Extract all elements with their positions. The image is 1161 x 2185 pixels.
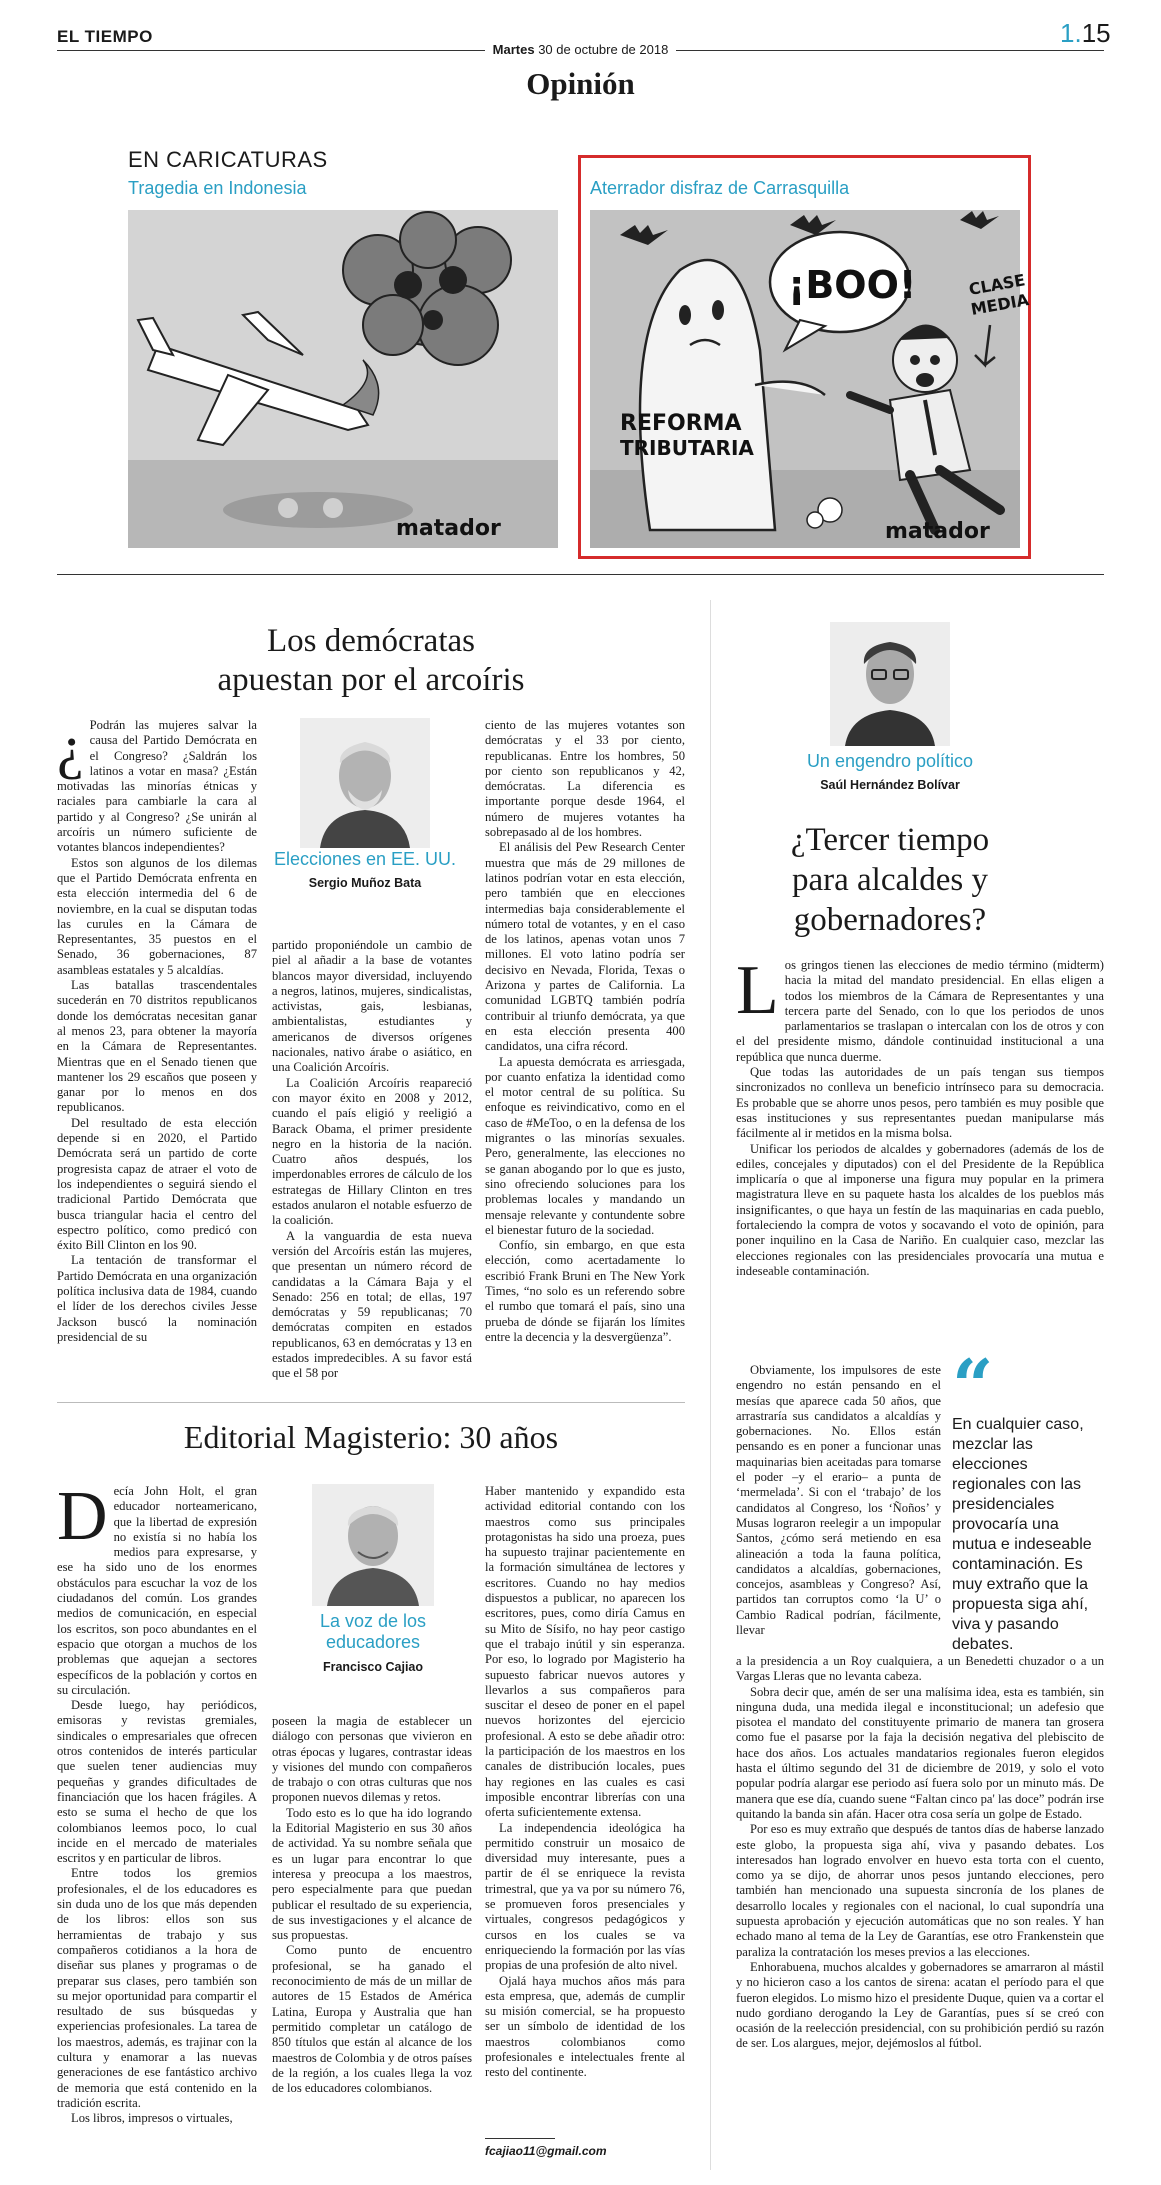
article1-author: Sergio Muñoz Bata: [308, 876, 422, 890]
article2-col-mid: [736, 1363, 941, 1638]
article2-bottom-p2: Sobra decir que, amén de ser una malísima idea, esta es también, sin ninguna duda, una medida ilegal e inconstitucional; un adefesio que pisotea el mandato del constituyente primario de manera tan grosera como fue el pasarse por la faja la decisión negativa del plebiscito de hace dos años. Los actuales mandatarios regionales fueron elegidos hasta el último segundo del 31 de diciembre de 2019, y solo el voto popular podría alargar ese periodo así fuera solo por un minuto más. De manera que ese día, cuando suene “Faltan cinco pa' las doce” podrán irse quitando la banda sin afán. Hacer otra cosa sería un golpe de Estado.: [736, 1684, 1104, 1821]
header-rule-left: [57, 50, 485, 51]
column-divider: [710, 600, 711, 2170]
article1-col2: [272, 938, 472, 1382]
article3-col2-p2: Todo esto es lo que ha ido logrando la Editorial Magisterio en sus 30 años de actividad. Ya su nombre señala que es un lugar para encontrar lo que interesa y preocupa a los maestros, pero especialmente para que puedan publicar el resultado de su experiencia, de sus investigaciones y el alcance de sus propuestas.: [272, 1805, 472, 1943]
article2-top-p2: Que todas las autoridades de un país tengan sus tiempos sincronizados no conlleva un beneficio intrínseco para su democracia. Es probable que se ahorre unos pesos, pero también es muy posible que esas instituciones y sus representantes puedan manipularse más fácilmente al ir metidos en la misma bolsa.: [736, 1065, 1104, 1141]
article1-col1-p2: Estos son algunos de los dilemas que el Partido Demócrata enfrenta en esta elección intermedia del 6 de noviembre, en la cual se disputan todas las curules en la Cámara de Representantes, 35 puestos en el Senado, 36 gobernaciones, 87 asambleas estatales y 5 alcaldías.: [57, 855, 257, 977]
ghost-label-2: TRIBUTARIA: [620, 436, 754, 460]
date-day: Martes: [492, 42, 535, 57]
article2-col-top: [736, 952, 1104, 1279]
page-number-value: 15: [1081, 18, 1111, 48]
article1-col3-p2: El análisis del Pew Research Center muestra que más de 29 millones de latinos podrían votar en esta elección, pero también que en elecciones intermedias baja considerablemente el número total de votantes, y en el caso de los latinos, apenas votan unos 7 millones. El voto latino podría ser decisivo en Nevada, Florida, Texas o Arizona y partes de California. La comunidad LGBTQ también podría contribuir al triunfo demócrata, ya que en esta elección presenta 400 candidatos, una cifra récord.: [485, 840, 685, 1054]
article2-headline-line3: gobernadores?: [793, 902, 987, 938]
cartoon-carrasquilla-art: [590, 210, 1031, 548]
cartoon-right-title: Aterrador disfraz de Carrasquilla: [590, 178, 850, 198]
author-portrait-muñoz: [300, 718, 430, 848]
cartoon-indonesia: [128, 210, 558, 548]
pullquote-mark: “: [952, 1343, 994, 1428]
cartoon-left-title: Tragedia en Indonesia: [128, 178, 307, 198]
article2-headline-line1: ¿Tercer tiempo: [790, 822, 990, 858]
article3-col1-p4: Los libros, impresos o virtuales,: [71, 2111, 233, 2126]
article3-col1-p2: Desde luego, hay periódicos, emisoras y revistas gremiales, sindicales o empresariales que ofrecen otros contenidos de interés particular que suelen tener audiencias muy pequeñas y grandes dificultades de financiación que los hacen frágiles. A esto se suma el hecho de que los colombianos leemos poco, lo cual incide en el mercado de materiales escritos y en particular de libros.: [57, 1698, 257, 1866]
article2-col-bottom: [736, 1654, 1104, 2052]
page-number: [1060, 18, 1111, 49]
article1-col3-p1: ciento de las mujeres votantes son demócratas y el 33 por ciento, republicanas. Entre los hombres, 50 por ciento son republicanos y 42, demócratas. La diferencia es importante porque desde 1964, el número de mujeres votantes ha sobrepasado al de los hombres.: [485, 718, 685, 840]
clase-label-2: MEDIA: [969, 290, 1031, 319]
article3-col3-p2: La independencia ideológica ha permitido construir un mosaico de diversidad muy interesante, pues a partir de él se enriquece la revista trimestral, que ya va por su número 76, se promueven foros presenciales y virtuales, congresos pedagógicos y cursos en los cuales se va enriqueciendo la formación por las vías propias de una profesión de alto nivel.: [485, 1820, 685, 1973]
author-portrait-hernandez: [830, 622, 950, 746]
article1-col1: [57, 714, 257, 1345]
article1-author-photo: [300, 718, 430, 848]
artist-signature-left: matador: [396, 516, 501, 541]
article3-top-rule: [57, 1402, 685, 1403]
article2-top-p1: os gringos tienen las elecciones de medio término (midterm) hacia la mitad del mandato presidencial. En ellas eligen a todos los miembros de la Cámara de Representantes y una tercera parte del Senado, con lo que los periodos de unos parlamentarios se traslapan o intercalan con los de otros y con el del presidente mismo, dándole continuidad institucional a una república que nunca duerme.: [736, 958, 1104, 1064]
article1-col1-p4: Del resultado de esta elección depende si en 2020, el Partido Demócrata será un partido de corte progresista capaz de atraer el voto de los independientes o seguirá siendo el tradicional Partido Demócrata que busca triangular hacia el centro del espectro político, como predicó con éxito Bill Clinton en los 90.: [57, 1115, 257, 1253]
article3-col1-p1: ecía John Holt, el gran educador norteamericano, que la libertad de expresión no existía si no había los medios para expresarse, y ese ha sido uno de los enormes obstáculos para escuchar la voz de los ciudadanos del común. Los grandes medios de comunicación, en especial los escritos, son poco abundantes en el espacio que otorgan a muchos de los problemas que aquejan a sectores específicos de la población y cortos en su circulación.: [57, 1484, 257, 1697]
article1-col3-p4: Confío, sin embargo, en que esta elección, como acertadamente lo escribió Frank Bruni en The New York Times, “no solo es un referendo sobre el rumbo que tomará el país, sino una prueba de dónde se fijarán los límites entre la decencia y la desvergüenza”.: [485, 1238, 685, 1344]
article3-col3: [485, 1484, 685, 2081]
article2-bottom-p3: Por eso es muy extraño que después de tantos días de haberse lanzado este globo, la propuesta siga ahí, viva y pasando debates. Los interesados han logrado envolver en huevo esta torta con el cuento, como ya se dijo, de ahorrar unos pesos juntando elecciones, pero también han mencionado una supuesta sincronía de los planes de desarrollo locales y regionales con el nacional, lo cual supondría una supuesta aprobación y ejecución automáticas que no son reales. Y han echado mano al tema de la Ley de Garantías, ese otro Frankenstein que paraliza la contratación los meses previos a las elecciones.: [736, 1822, 1104, 1959]
article3-email: fcajiao11@gmail.com: [485, 2144, 607, 2158]
article1-dropcap: ¿: [57, 714, 84, 780]
article1-col3: [485, 718, 685, 1345]
article2-dropcap: L: [736, 952, 779, 1029]
article2-bottom-p4: Enhorabuena, muchos alcaldes y gobernadores se amarraron al mástil y no hicieron caso a los cantos de sirena: acatan el período para el que fueron elegidos. Lo mismo hizo el presidente Duque, quien va a cortar el nudo gordiano derogando la Ley de Garantías, pues sí se creó con ocasión de la reelección presidencial, con su prohibición perdió su razón de ser. Los alargues, mejor, dejémoslos al fútbol.: [736, 1959, 1104, 2051]
article1-col3-p3: La apuesta demócrata es arriesgada, por cuanto enfatiza la identidad como el motor central de su política. Su enfoque es reivindicativo, como en el caso de #MeToo, o en la defensa de los migrantes o las minorías sexuales. Pero, generalmente, las elecciones no se ganan abogando por lo que es justo, sino ofreciendo soluciones para los problemas locales y mandando un mensaje relevante y contundente sobre el bienestar futuro de la sociedad.: [485, 1054, 685, 1237]
article3-section: [278, 1611, 468, 1653]
page-prefix: 1.: [1060, 18, 1082, 48]
cartoons-label: EN CARICATURAS: [128, 147, 328, 172]
date-rest: 30 de octubre de 2018: [534, 42, 669, 57]
article3-col1: [57, 1478, 257, 2126]
article3-headline: Editorial Magisterio: 30 años: [183, 1419, 559, 1455]
article2-section: Un engendro político: [806, 751, 974, 771]
email-rule: [485, 2138, 555, 2139]
article3-col2-p1: poseen la magia de establecer un diálogo con personas que vivieron en otras épocas y lugares, contrastar ideas y visiones del mundo con compañeros de trabajo o con otras culturas que nos proponen nuevos dilemas y retos.: [272, 1714, 472, 1805]
article1-col2-p1: partido proponiéndole un cambio de piel al añadir a la base de votantes blancos mayor diversidad, incluyendo a negros, latinos, mujeres, sindicalistas, activistas, gais, lesbianas, ambientalistas, estudiantes y americanos de diversos orígenes nacionales, nativo árabe o asiático, en una Coalición Arcoíris.: [272, 938, 472, 1075]
clase-label-1: CLASE: [967, 270, 1027, 299]
brand-logo: EL TIEMPO: [57, 27, 153, 46]
article1-col1-p1: Podrán las mujeres salvar la causa del Partido Demócrata en el Congreso? ¿Saldrán los latinos a votar en masa? ¿Están motivadas las minorías étnicas y raciales para cambiarle la cara al partido y al Congreso? ¿Se unirán al arcoíris un número suficiente de votantes blancos independientes?: [57, 718, 257, 855]
article2-top-p3: Unificar los periodos de alcaldes y gobernadores (además de los de ediles, concejales y diputados) con el del Presidente de la República implicaría o que al imponerse una figura muy popular en la primera magistratura lleve en su paquete hasta los alcaldes de los pueblos más insignificantes, o que haya un festín de las maquinarias en cada pueblo, fortaleciendo la compra de votos y socavando el voto de opinión, para poner inquilino en la Casa de Nariño. En cualquier caso, mezclar las elecciones regionales con las presidenciales provocaría una mutua e indeseable contaminación.: [736, 1141, 1104, 1278]
article3-author-photo: [312, 1484, 434, 1606]
article1-col1-p3: Las batallas trascendentales sucederán en 70 distritos republicanos donde los demócratas necesitan ganar al menos 23, para obtener la mayoría en la Cámara de Representantes. Mientras que en el Senado tienen que mantener los 29 escaños que poseen y ganar por lo menos en dos republicanos.: [57, 978, 257, 1115]
article2-bottom-p1: a la presidencia a un Roy cualquiera, a un Benedetti chuzador o a un Vargas Lleras que no levanta cabeza.: [736, 1654, 1104, 1684]
cartoon-carrasquilla: [590, 210, 1031, 548]
article3-section-line1: La voz de los: [319, 1611, 427, 1631]
article3-col3-p1: Haber mantenido y expandido esta actividad editorial contando con los maestros como sus principales protagonistas ha sido una proeza, pues ha supuesto trajinar pacientemente en la formación simultánea de lectores y escritores. Cuando no hay medios dispuestos a publicar, no aparecen los escritores, pues, como diría Camus en su Mito de Sísifo, no hay peor castigo que el trabajo inútil y sin esperanza. Por eso, lo logrado por Magisterio ha supuesto fabricar nuevos autores y llevarlos a sus compañeros para suscitar el deseo de poner en el papel nuevos horizontes del ejercicio profesional. A esto se debe añadir otro: la participación de los maestros en los canales de distribución locales, pues hay regiones en las cuales es casi imposible encontrar librerías con una oferta suficientemente extensa.: [485, 1484, 685, 1820]
article1-headline-line2: apuestan por el arcoíris: [217, 662, 525, 698]
cartoons-bottom-rule: [57, 574, 1104, 575]
cartoon-indonesia-art: [128, 210, 558, 548]
artist-signature-right: matador: [885, 519, 990, 544]
ghost-label-1: REFORMA: [620, 411, 742, 436]
article3-col2-p3: Como punto de encuentro profesional, se ha ganado el reconocimiento de más de un millar de autores de 15 Estados de América Latina, Europa y Australia que han permitido completar un catálogo de 850 títulos que están al alcance de los maestros de Colombia y de otros países de la región, a los cuales llega la voz de los educadores colombianos.: [272, 1943, 472, 2096]
article1-col2-p2: La Coalición Arcoíris reapareció con mayor éxito en 2008 y 2012, cuando el país eligió y reeligió a Barack Obama, el primer presidente negro en la historia de la nación. Cuatro años después, los imperdonables errores de cálculo de los estrategas de Hillary Clinton en tres estados anularon el notable esfuerzo de la coalición.: [272, 1075, 472, 1228]
article1-headline: [57, 622, 685, 700]
article3-section-line2: educadores: [325, 1632, 421, 1652]
article1-col1-p5: La tentación de transformar el Partido Demócrata en una organización política inclusiva data de 1984, cuando el líder de los derechos civiles Jesse Jackson buscó la nominación presidencial de su: [57, 1253, 257, 1344]
article2-headline: [720, 820, 1060, 940]
article2-author: Saúl Hernández Bolívar: [820, 778, 960, 792]
speech-bubble: ¡BOO!: [788, 263, 917, 307]
article2-author-photo: [830, 622, 950, 746]
article1-headline-line1: Los demócratas: [266, 623, 475, 659]
pullquote-text: En cualquier caso, mezclar las elecciones regionales con las presidenciales provocaría una mutua e indeseable contaminación. Es muy extraño que la propuesta siga ahí, viva y pasando debates.: [952, 1416, 1092, 1653]
article2-pullquote: [952, 1343, 1104, 1655]
author-portrait-cajiao: [312, 1484, 434, 1606]
article3-col1-p3: Entre todos los gremios profesionales, el de los educadores es sin duda uno de los que más dependen de los libros: ellos son sus herramientas de trabajo y sus compañeros cotidianos a la hora de diseñar sus planes y programas o de preparar sus clases, pero también son su mejor oportunidad para compartir el resultado de sus búsquedas y experiencias profesionales. La tarea de los maestros, además, es trajinar con la cultura y enamorar a las nuevas generaciones de ese fantástico archivo de memoria que está contenido en la tradición escrita.: [57, 1866, 257, 2110]
article3-dropcap: D: [57, 1478, 108, 1555]
article3-col3-p3: Ojalá haya muchos años más para esta empresa, que, además de cumplir su misión comercial, se ha propuesto ser un símbolo de identidad de los maestros colombianos como profesionales e intelectuales frente al resto del continente.: [485, 1973, 685, 2080]
section-title: Opinión: [526, 66, 635, 101]
article3-col2: [272, 1714, 472, 2096]
article3-author: Francisco Cajiao: [322, 1660, 424, 1674]
header-rule-right: [676, 50, 1104, 51]
article2-headline-line2: para alcaldes y: [791, 862, 989, 898]
article1-section: Elecciones en EE. UU.: [273, 849, 457, 869]
article1-col2-p3: A la vanguardia de esta nueva versión del Arcoíris están las mujeres, que presentan un número récord de candidatas a la Cámara Baja y el Senado: 256 en total; de ellas, 197 demócratas y 59 republicanas; 70 demócratas compiten en estados republicanos, 63 en demócratas y 13 en estados impredecibles. A su favor está que el 58 por: [272, 1228, 472, 1381]
article2-mid-p1: Obviamente, los impulsores de este engendro no están pensando en el mesías que aparece cada 50 años, que arrastraría sus candidatos a alcaldías y gobernaciones. No. Ellos están pensando es en poner a funcionar unas maquinarias bien aceitadas para tomarse el poder –y el erario– a punta de ‘mermelada’. Si con el ‘trabajo’ de los candidatos al Congreso, los ‘Ñoños’ y Musas lograron reelegir a un impopular Santos, ¿cómo será metiendo en esa alineación a toda la fauna política, candidatos a alcaldías, gobernaciones, concejos, asambleas y Congreso? Así, partidos tan corruptos como ‘la U’ o Cambio Radical podrían, fácilmente, llevar: [736, 1363, 941, 1638]
